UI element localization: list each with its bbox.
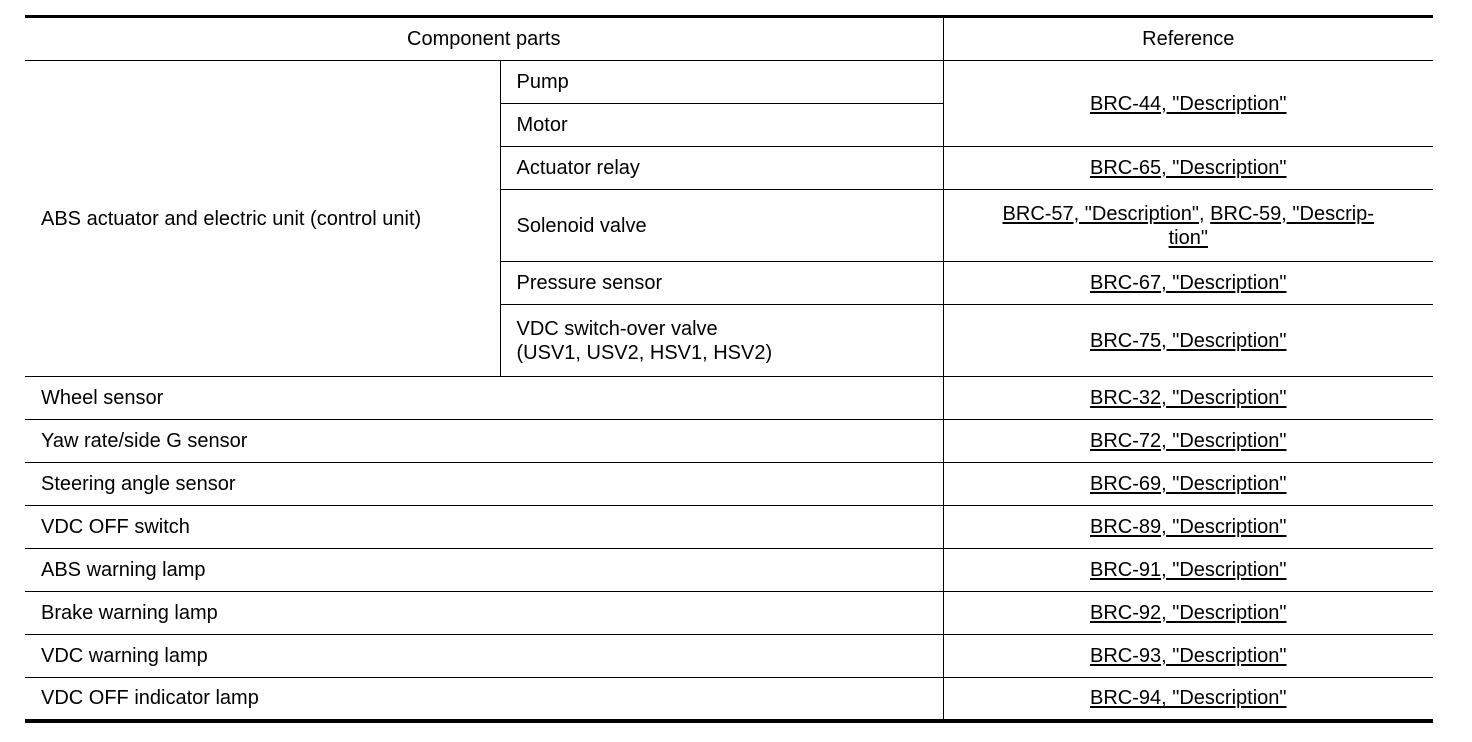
table-row bbox=[25, 549, 1433, 592]
component-yaw-rate-sensor: Yaw rate/side G sensor bbox=[25, 420, 943, 463]
component-actuator-relay: Actuator relay bbox=[500, 147, 943, 190]
table-row bbox=[25, 377, 1433, 420]
reference-cell bbox=[943, 377, 1433, 420]
reference-cell bbox=[943, 262, 1433, 305]
reference-cell bbox=[943, 420, 1433, 463]
reference-link-brc-65[interactable]: BRC-65, "Description" bbox=[1090, 157, 1287, 179]
reference-cell bbox=[943, 549, 1433, 592]
component-abs-warning-lamp: ABS warning lamp bbox=[25, 549, 943, 592]
reference-cell bbox=[943, 678, 1433, 721]
reference-link-brc-92[interactable]: BRC-92, "Description" bbox=[1090, 602, 1287, 624]
component-vdc-warning-lamp: VDC warning lamp bbox=[25, 635, 943, 678]
reference-link-brc-75[interactable]: BRC-75, "Description" bbox=[1090, 329, 1287, 352]
table-row bbox=[25, 463, 1433, 506]
reference-link-brc-93[interactable]: BRC-93, "Description" bbox=[1090, 645, 1287, 667]
component-name-line2: (USV1, USV2, HSV1, HSV2) bbox=[516, 341, 773, 364]
reference-link-brc-59[interactable]: BRC-59, "Descrip- bbox=[1210, 202, 1374, 225]
component-pressure-sensor: Pressure sensor bbox=[500, 262, 943, 305]
reference-link-brc-69[interactable]: BRC-69, "Description" bbox=[1090, 473, 1287, 495]
reference-cell bbox=[943, 506, 1433, 549]
reference-cell bbox=[943, 305, 1433, 377]
header-reference: Reference bbox=[943, 17, 1433, 61]
reference-cell bbox=[943, 61, 1433, 147]
component-pump: Pump bbox=[500, 61, 943, 104]
component-brake-warning-lamp: Brake warning lamp bbox=[25, 592, 943, 635]
reference-link-brc-91[interactable]: BRC-91, "Description" bbox=[1090, 559, 1287, 581]
component-solenoid-valve: Solenoid valve bbox=[500, 190, 943, 262]
table-row bbox=[25, 420, 1433, 463]
table-row bbox=[25, 592, 1433, 635]
reference-link-brc-94[interactable]: BRC-94, "Description" bbox=[1090, 687, 1287, 710]
reference-cell bbox=[943, 592, 1433, 635]
component-vdc-switch-over-valve bbox=[500, 305, 943, 377]
reference-link-brc-44[interactable]: BRC-44, "Description" bbox=[1090, 92, 1287, 115]
reference-cell bbox=[943, 635, 1433, 678]
component-reference-table bbox=[25, 15, 1433, 723]
reference-separator: , bbox=[1199, 202, 1211, 225]
reference-link-brc-89[interactable]: BRC-89, "Description" bbox=[1090, 516, 1287, 538]
reference-link-brc-57[interactable]: BRC-57, "Description" bbox=[1002, 202, 1200, 225]
reference-link-brc-72[interactable]: BRC-72, "Description" bbox=[1090, 430, 1287, 452]
component-vdc-off-indicator-lamp: VDC OFF indicator lamp bbox=[25, 678, 943, 721]
reference-cell bbox=[943, 190, 1433, 262]
component-steering-angle-sensor: Steering angle sensor bbox=[25, 463, 943, 506]
reference-cell bbox=[943, 147, 1433, 190]
reference-link-brc-67[interactable]: BRC-67, "Description" bbox=[1090, 272, 1287, 294]
table-row bbox=[25, 678, 1433, 721]
component-motor: Motor bbox=[500, 104, 943, 147]
table-row bbox=[25, 635, 1433, 678]
reference-link-brc-59-continued[interactable]: tion" bbox=[1168, 226, 1208, 249]
reference-cell bbox=[943, 463, 1433, 506]
abs-unit-label: ABS actuator and electric unit (control unit) bbox=[25, 61, 500, 377]
component-name-line1: VDC switch-over valve bbox=[516, 317, 718, 340]
header-component-parts: Component parts bbox=[25, 17, 943, 61]
table-row bbox=[25, 61, 1433, 104]
component-vdc-off-switch: VDC OFF switch bbox=[25, 506, 943, 549]
header-row bbox=[25, 17, 1433, 61]
table-row bbox=[25, 506, 1433, 549]
component-wheel-sensor: Wheel sensor bbox=[25, 377, 943, 420]
reference-link-brc-32[interactable]: BRC-32, "Description" bbox=[1090, 387, 1287, 409]
